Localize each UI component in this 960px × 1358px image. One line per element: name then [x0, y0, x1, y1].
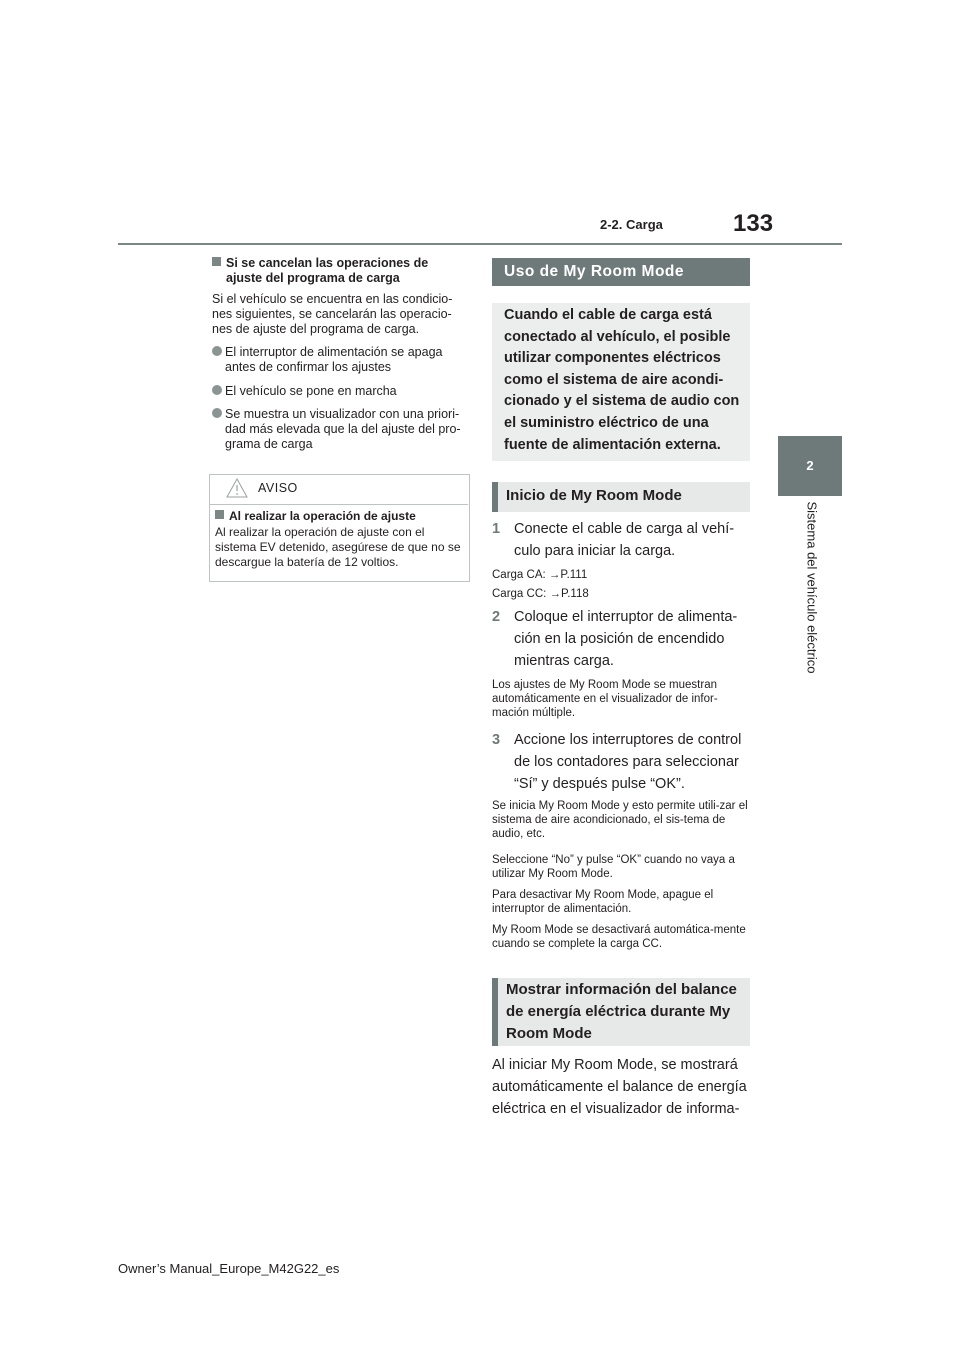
chapter-tab: 2 — [778, 436, 842, 496]
section-header: 2-2. Carga — [600, 217, 663, 232]
step-2: 2 Coloque el interruptor de alimenta-ción en la posición de encendido mientras carga. — [492, 609, 738, 669]
warning-icon — [226, 478, 248, 498]
step-3: 3 Accione los interruptores de control de los contadores para seleccionar “Sí” y después pulse “OK”. — [492, 732, 742, 792]
step-3-note: Para desactivar My Room Mode, apague el interruptor de alimentación. — [492, 889, 714, 915]
list-item: El interruptor de alimentación se apaga antes de confirmar los ajustes — [212, 345, 472, 375]
subsection-title: Si se cancelan las operaciones de ajuste del programa de carga — [212, 256, 472, 286]
step-3-note: Seleccione “No” y pulse “OK” cuando no vaya a utilizar My Room Mode. — [492, 854, 735, 880]
section-title-my-room-mode: Uso de My Room Mode — [492, 258, 750, 286]
bullet-dot-icon — [212, 385, 222, 395]
section-title-balance: Mostrar información del balance de energía eléctrica durante My Room Mode — [492, 978, 750, 1046]
cancel-intro: Si el vehículo se encuentra en las condicio-nes siguientes, se cancelarán las operacio-nes de ajuste del programa de carga. — [212, 292, 453, 336]
step-2-note: Los ajustes de My Room Mode se muestran automáticamente en el visualizador de infor-mación múltiple. — [492, 679, 718, 719]
bullet-dot-icon — [212, 408, 222, 418]
intro-text: Cuando el cable de carga está conectado al vehículo, el posible utilizar componentes eléctricos como el sistema de aire acondi-cionado y el sistema de audio con el suministro eléctrico de una fuente de alimentación externa. — [504, 307, 740, 453]
aviso-body: Al realizar la operación de ajuste con el sistema EV detenido, asegúrese de que no se descargue la batería de 12 voltios. — [215, 525, 461, 569]
list-item: Se muestra un visualizador con una priori-dad más elevada que la del ajuste del pro-grama de carga — [212, 407, 472, 452]
intro-box — [492, 303, 750, 461]
step-3-note: My Room Mode se desactivará automática-mente cuando se complete la carga CC. — [492, 924, 746, 950]
square-bullet-icon — [215, 510, 224, 519]
section-title-inicio: Inicio de My Room Mode — [492, 482, 750, 512]
bullet-dot-icon — [212, 346, 222, 356]
step-1: 1 Conecte el cable de carga al vehí-culo para iniciar la carga. — [492, 521, 735, 559]
footer-manual-id: Owner’s Manual_Europe_M42G22_es — [118, 1261, 340, 1276]
list-item: El vehículo se pone en marcha — [212, 384, 472, 399]
ref-carga-ca: Carga CA: →P.111 — [492, 569, 588, 581]
chapter-label: Sistema del vehículo eléctrico — [804, 501, 820, 674]
ref-carga-cc: Carga CC: →P.118 — [492, 588, 589, 600]
step-3-note: Se inicia My Room Mode y esto permite utili-zar el sistema de aire acondicionado, el sis-tema de audio, etc. — [492, 800, 748, 840]
square-bullet-icon — [212, 257, 221, 266]
header-rule — [118, 243, 842, 245]
page-number: 133 — [733, 210, 774, 237]
aviso-subtitle: Al realizar la operación de ajuste — [215, 509, 465, 523]
aviso-label: AVISO — [258, 481, 298, 495]
closing-paragraph: Al iniciar My Room Mode, se mostrará automáticamente el balance de energía eléctrica en el visualizador de informa- — [492, 1057, 747, 1117]
